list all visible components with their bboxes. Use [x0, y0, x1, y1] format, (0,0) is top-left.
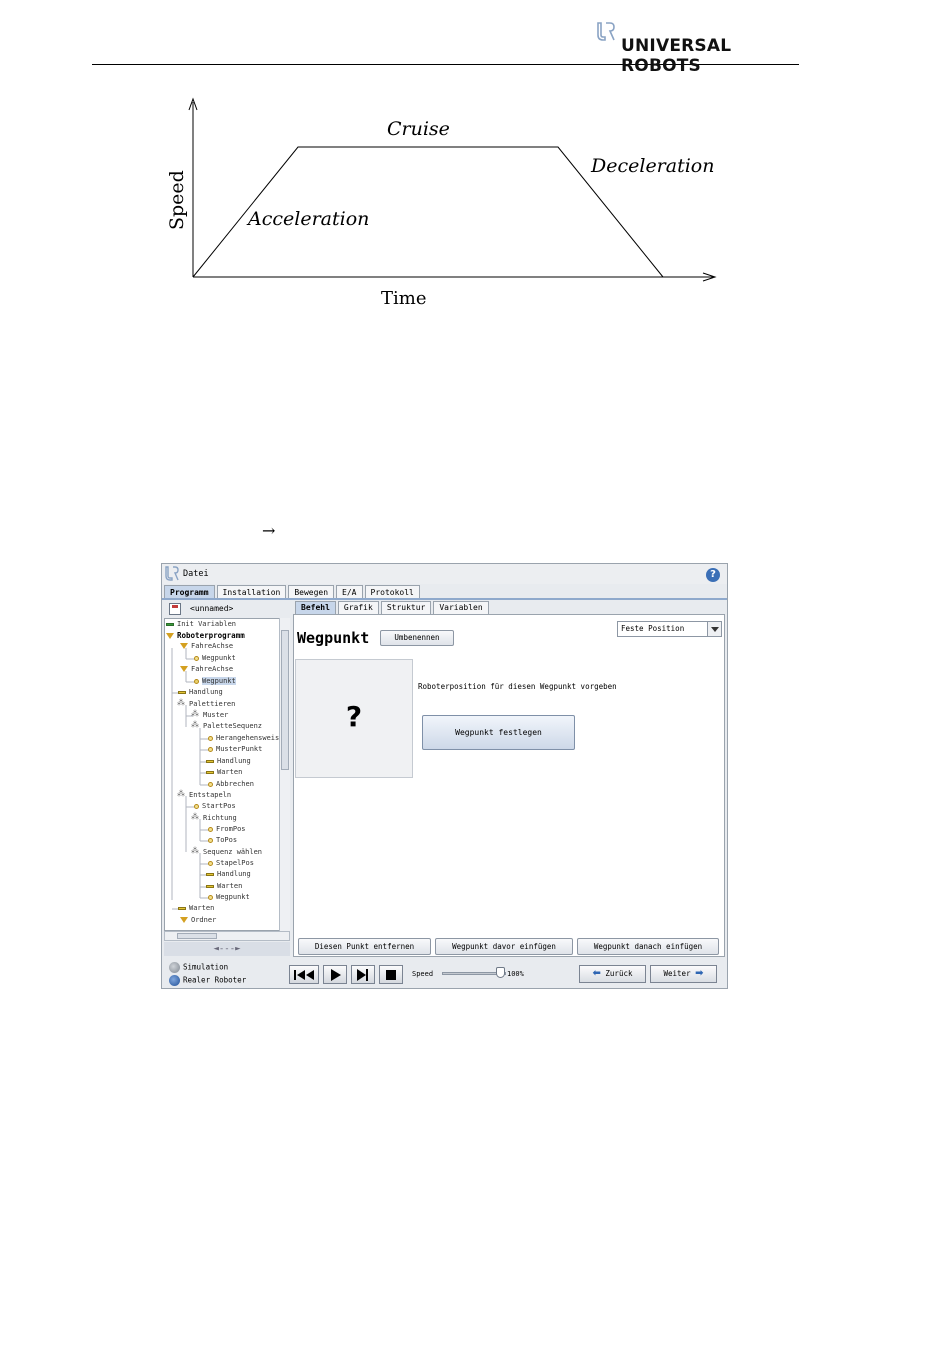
y-axis-label: Speed [166, 170, 188, 230]
main-tabs [164, 585, 422, 599]
sequence-icon [192, 723, 200, 730]
next-button[interactable]: Weiter ➡ [650, 965, 717, 983]
program-node-icon [166, 633, 174, 639]
waypoint-icon [208, 827, 213, 832]
tree-item[interactable]: Handlung [178, 687, 223, 698]
tree-item[interactable]: StapelPos [208, 858, 254, 869]
radio-icon[interactable] [169, 975, 180, 986]
app-topbar [162, 564, 727, 584]
variable-icon [166, 623, 174, 626]
tab-installation[interactable]: Installation [217, 585, 287, 599]
waypoint-icon [194, 656, 199, 661]
help-icon[interactable]: ? [706, 568, 720, 582]
stop-button[interactable] [379, 965, 403, 984]
set-waypoint-button[interactable]: Wegpunkt festlegen [422, 715, 575, 750]
program-tree [164, 618, 290, 931]
folder-node-icon [180, 917, 188, 923]
x-axis-label: Time [381, 288, 427, 309]
arrow-right-icon: ➡ [695, 968, 704, 979]
tree-item[interactable]: Wegpunkt [194, 653, 236, 664]
waypoint-preview [295, 659, 413, 778]
pattern-icon [192, 712, 200, 719]
tree-horizontal-scrollbar[interactable] [164, 931, 290, 941]
phase-label-deceleration: Deceleration [591, 155, 715, 177]
tab-bewegen[interactable]: Bewegen [288, 585, 334, 599]
insert-after-button[interactable]: Wegpunkt danach einfügen [577, 938, 719, 955]
move-node-icon [180, 643, 188, 649]
remove-point-button[interactable]: Diesen Punkt entfernen [298, 938, 431, 955]
tab-ea[interactable]: E/A [336, 585, 362, 599]
action-icon [178, 691, 186, 694]
tree-item[interactable]: Warten [206, 767, 242, 778]
tab-struktur[interactable]: Struktur [381, 601, 432, 614]
scrollbar-thumb[interactable] [281, 630, 289, 770]
destack-icon [178, 792, 186, 799]
rewind-icon [294, 969, 316, 981]
waypoint-icon [194, 679, 199, 684]
file-menu[interactable]: Datei [183, 569, 209, 579]
tree-vertical-scrollbar[interactable] [279, 618, 290, 931]
tree-item[interactable]: Roboterprogramm [166, 630, 245, 641]
speed-label: Speed [412, 970, 434, 978]
tree-item[interactable]: ⁂Palettieren [178, 699, 235, 710]
tree-item[interactable]: ⁂Muster [192, 710, 228, 721]
tab-variablen[interactable]: Variablen [433, 601, 488, 614]
speed-profile-diagram [155, 90, 735, 320]
tree-item[interactable]: StartPos [194, 801, 236, 812]
play-button[interactable] [323, 965, 347, 984]
control-bar [162, 960, 727, 988]
tab-programm[interactable]: Programm [164, 585, 215, 599]
tree-item[interactable]: FromPos [208, 824, 246, 835]
tab-strip-divider [162, 598, 727, 600]
waypoint-icon [208, 736, 213, 741]
tab-protokoll[interactable]: Protokoll [365, 585, 420, 599]
action-icon [206, 873, 214, 876]
arrow-symbol: → [262, 521, 276, 540]
pallet-icon [178, 701, 186, 708]
real-robot-option[interactable]: Realer Roboter [169, 975, 246, 986]
tree-item[interactable]: Ordner [180, 915, 216, 926]
radio-icon[interactable] [169, 962, 180, 973]
back-button[interactable]: ⬅ Zurück [579, 965, 646, 983]
arrow-left-icon: ⬅ [592, 968, 601, 979]
tree-item[interactable]: Warten [178, 903, 214, 914]
wait-icon [178, 907, 186, 910]
brand-name: UNIVERSAL ROBOTS [621, 36, 732, 76]
tree-item[interactable]: FahreAchse [180, 641, 233, 652]
tab-befehl[interactable]: Befehl [295, 601, 336, 614]
tree-item[interactable]: Abbrechen [208, 779, 254, 790]
simulation-option[interactable]: Simulation [169, 962, 228, 973]
set-position-hint: Roboterposition für diesen Wegpunkt vorgeben [418, 682, 617, 691]
tab-grafik[interactable]: Grafik [338, 601, 379, 614]
page-header [92, 18, 799, 76]
position-mode-value: Feste Position [621, 624, 685, 633]
program-header [164, 601, 291, 617]
speed-slider-handle[interactable] [496, 967, 505, 978]
action-icon [206, 760, 214, 763]
tree-item[interactable]: ⁂Richtung [192, 813, 237, 824]
direction-icon [192, 815, 200, 822]
ur-logo-icon [597, 22, 615, 42]
tree-item[interactable]: ⁂Sequenz wählen [192, 847, 262, 858]
sequence-icon [192, 849, 200, 856]
waypoint-icon [208, 782, 213, 787]
wait-icon [206, 885, 214, 888]
play-icon [328, 969, 342, 981]
wait-icon [206, 771, 214, 774]
panel-title: Wegpunkt [297, 629, 370, 647]
stop-icon [384, 969, 398, 981]
tree-item[interactable]: ⁂PaletteSequenz [192, 721, 262, 732]
tree-nav-arrows[interactable]: ◄---► [164, 942, 290, 956]
step-button[interactable] [351, 965, 375, 984]
ur-logo-icon [165, 566, 179, 582]
waypoint-icon [208, 838, 213, 843]
waypoint-icon [194, 804, 199, 809]
phase-label-cruise: Cruise [387, 118, 450, 140]
position-mode-select[interactable] [617, 621, 722, 637]
tree-item[interactable]: Herangehensweis [208, 733, 279, 744]
insert-before-button[interactable]: Wegpunkt davor einfügen [435, 938, 573, 955]
speed-value: 100% [507, 970, 524, 978]
phase-label-acceleration: Acceleration [248, 208, 370, 230]
move-node-icon [180, 666, 188, 672]
step-forward-icon [356, 969, 370, 981]
tree-item[interactable]: Handlung [206, 756, 251, 767]
tree-item[interactable]: Init Variablen [166, 619, 236, 630]
tree-item[interactable]: Handlung [206, 869, 251, 880]
chevron-down-icon[interactable] [707, 622, 721, 636]
waypoint-icon [208, 747, 213, 752]
tree-item[interactable]: ⁂Entstapeln [178, 790, 231, 801]
rename-button[interactable]: Umbenennen [380, 630, 454, 646]
question-mark-icon: ? [345, 700, 363, 733]
program-name: <unnamed> [190, 604, 234, 613]
tree-item[interactable]: ToPos [208, 835, 237, 846]
rewind-button[interactable] [289, 965, 319, 984]
save-icon[interactable] [169, 603, 181, 615]
tree-item[interactable]: Wegpunkt [208, 892, 250, 903]
command-panel [293, 614, 725, 957]
tree-item-selected[interactable]: Wegpunkt [194, 676, 236, 687]
tree-item[interactable]: FahreAchse [180, 664, 233, 675]
sub-tabs [295, 601, 491, 614]
waypoint-icon [208, 861, 213, 866]
tree-item[interactable]: Warten [206, 881, 242, 892]
waypoint-icon [208, 895, 213, 900]
tree-item[interactable]: MusterPunkt [208, 744, 262, 755]
scrollbar-thumb[interactable] [177, 933, 217, 939]
polyscope-window [161, 563, 728, 989]
